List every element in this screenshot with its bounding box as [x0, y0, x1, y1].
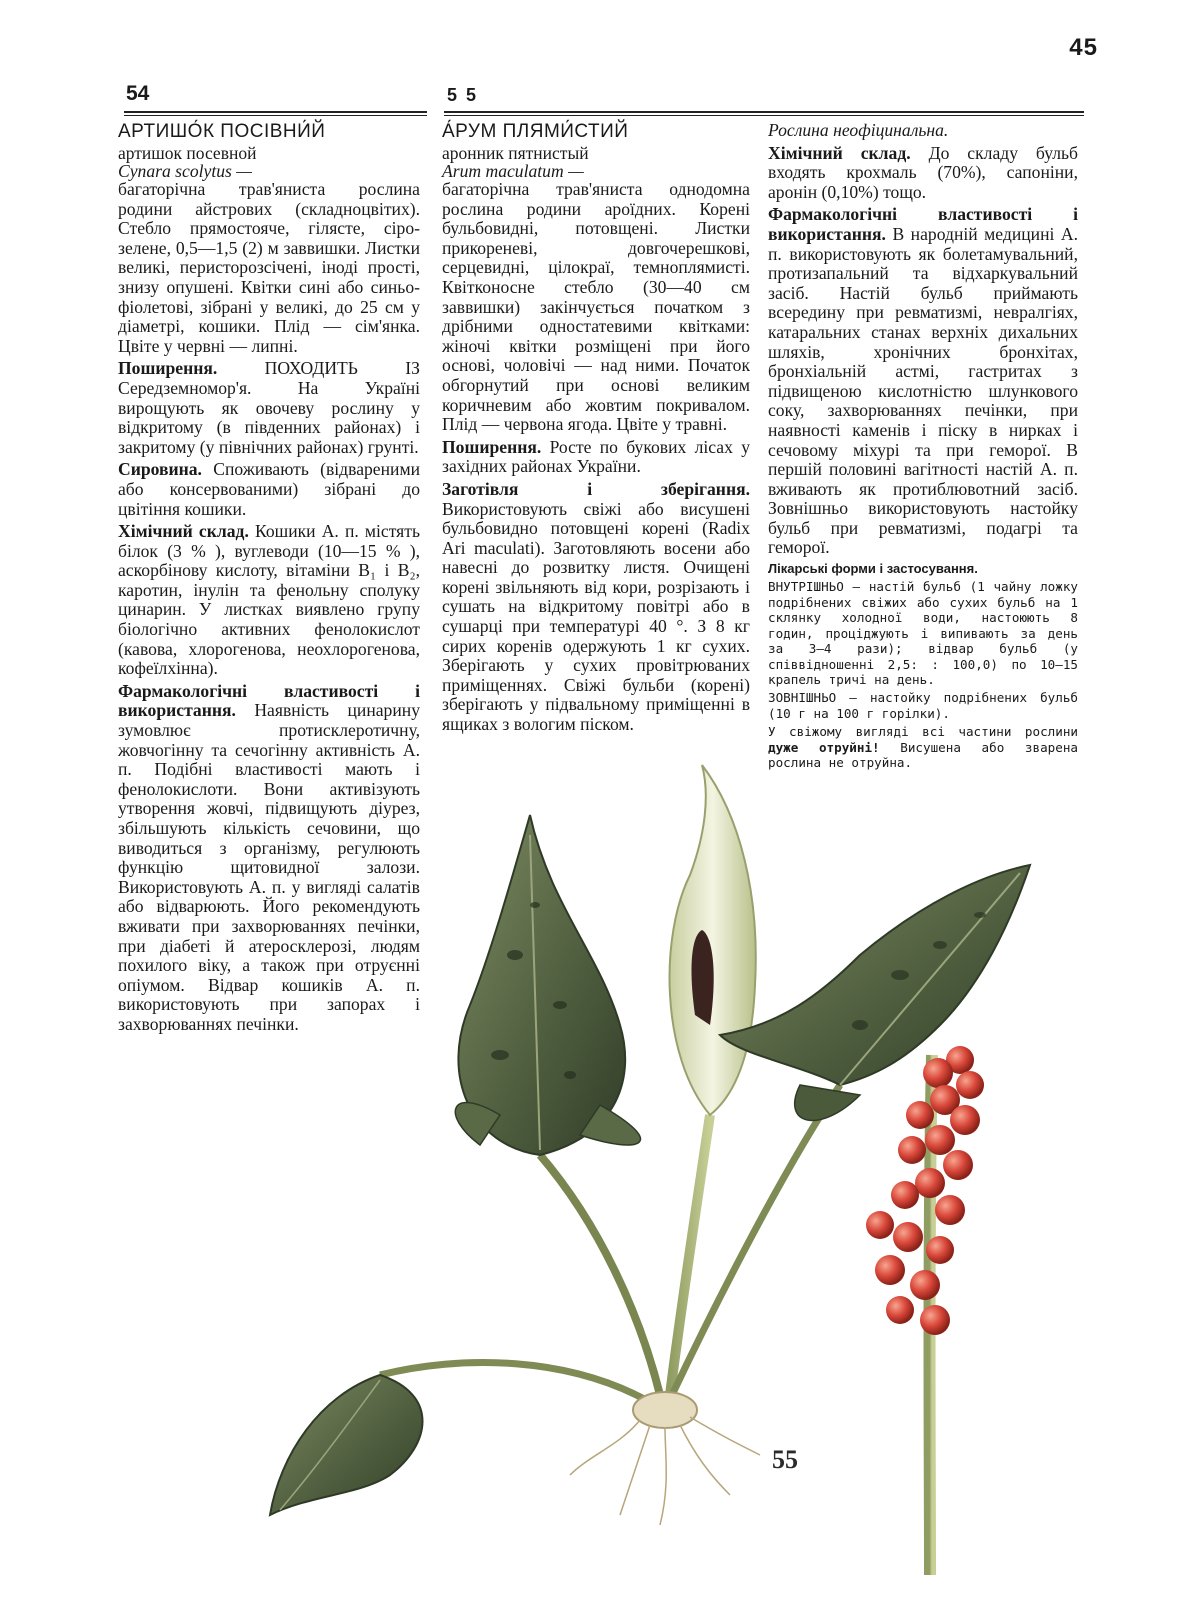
spathe [670, 765, 756, 1115]
section-spread: Поширення. Росте по букових лісах у західних районах України. [442, 436, 750, 477]
berry [915, 1168, 945, 1198]
latin-name: Cynara scolytus — [118, 161, 252, 181]
russian-name: артишок посевной [118, 143, 257, 163]
tuber [633, 1392, 697, 1428]
section-chemistry: Хімічний склад. Кошики А. п. містять білок (3 % ), вуглеводи (10—15 % ), аскорбінову кислоту, вітаміни В₁ і В₂, каротин, інулін та фенольну сполуку цинарин. У листках виявлено групу біологічно активних фенолокислот (кавова, хлорогенова, неохлорогенова, кофеїлхінна). [118, 521, 420, 679]
external-use: ЗОВНІШНЬО — настойку подрібнених бульб (10 г на 100 г горілки). [768, 690, 1079, 721]
leaf-stem [672, 1085, 840, 1395]
berry [886, 1296, 914, 1324]
dosage-forms-heading: Лікарські форми і застосування. [768, 561, 978, 577]
arrow-leaf [720, 865, 1030, 1085]
header-rule-left [124, 111, 427, 116]
berry [898, 1136, 926, 1164]
section-spread: Поширення. ПОХОДИТЬ ІЗ Середземномор'я. На Україні вирощують як овочеву рослину у відкритому (в південних районах) і закритому (у північних районах) грунті. [118, 358, 420, 457]
column-article-55-continued [768, 121, 1078, 773]
berry [920, 1305, 950, 1335]
description: багаторічна трав'яниста рослина родини айстрових (складноцвітих). Стебло прямостояче, гілясте, сіро-зелене, 0,5—1,5 (2) м заввишки. Листки великі, перисторозсічені, іноді прості, знизу опушені. Квітки сині або синьо-фіолетові, зібрані у великі, до 25 см у діаметрі, кошики. Плід — сім'янка. Цвіте у червні — липні. [118, 179, 420, 356]
berry [956, 1071, 984, 1099]
column-article-55 [442, 121, 750, 738]
article-number-54: 54 [126, 82, 150, 105]
berry [910, 1270, 940, 1300]
berry [891, 1181, 919, 1209]
berry [926, 1236, 954, 1264]
section-pharmacology: Фармакологічні властивості і використання. Наявність цинарину зумовлює протисклеротичну, жовчогінну та сечогінну активність А. п. Подібні властивості мають і фенолокислоти. Вони активізують утворення жовчі, підвищують діурез, збільшують кількість сечовини, що виводиться з організму, регулюють функцію щитовидної залози. Використовують А. п. у вигляді салатів або відварюють. Його рекомендують вживати при захворюваннях печінки, при діабеті й атеросклерозі, людям похилого віку, а також при отруєнні опіумом. Відвар кошиків А. п. використовують при запорах і захворюваннях печінки. [118, 680, 420, 1034]
leaf-stem [380, 1363, 655, 1405]
poison-warning: У свіжому вигляді всі частини рослини дуже отруйні! Висушена або зварена рослина не отруйна. [768, 724, 1078, 770]
nonofficial-note: Рослина неофіцинальна. [768, 120, 949, 140]
section-raw: Сировина. Споживають (відвареними або консервованими) зібрані до цвітіння кошики. [118, 459, 420, 519]
roots [570, 1417, 760, 1525]
berry [866, 1211, 894, 1239]
berry [923, 1058, 953, 1088]
berry [906, 1101, 934, 1129]
internal-use: ВНУТРІШНЬО — настій бульб (1 чайну ложку подрібнених свіжих або сухих бульб на 1 склянку холодної води, настоюють 8 годин, проціджують і випивають за день за 3—4 рази); відвар бульб (у співвідношенні 2,5: : 100,0) по 10—15 крапель тричі на день. [768, 579, 1078, 687]
berry [925, 1125, 955, 1155]
russian-name: аронник пятнистый [442, 143, 589, 163]
page-number: 45 [1069, 34, 1098, 61]
leaf-lobe [795, 1085, 860, 1120]
article-title: АРТИШО́К ПОСІВНИ́Й [118, 121, 326, 142]
berry [875, 1255, 905, 1285]
description: багаторічна трав'яниста однодомна рослина родини ароїдних. Корені бульбовидні, потовщені. Листки прикореневі, довгочерешкові, серцевидні, цілокраї, темноплямисті. Квітконосне стебло (30—40 см заввишки) закінчується початком з дрібними одностатевими квітками: жіночі квітки розміщені при його основі, чоловічі — над ними. Початок обгорнутий при основі великим коричневим або жовтим покривалом. Плід — червона ягода. Цвіте у травні. [442, 179, 750, 435]
section-harvest: Заготівля і зберігання. Використовують свіжі або висушені бульбовидно потовщені корені (Radix Ari maculati). Заготовляють восени або навесні до розвитку листя. Очищені корені звільняють від кори, розрізають і сушать на відкритому повітрі або в сушарці при температурі 40 °. З 8 кг сирих коренів одержують 1 кг сухих. Зберігають у сухих провітрюваних приміщеннях. Свіжі бульби (корені) зберігають у підвальному приміщенні в ящиках з вологим піском. [442, 478, 750, 735]
berry [943, 1150, 973, 1180]
header-rule-right [444, 111, 1084, 116]
article-number-55: 5 5 [447, 85, 479, 105]
berry [893, 1222, 923, 1252]
arrow-leaf [458, 815, 625, 1155]
latin-name: Arum maculatum — [442, 161, 584, 181]
figure-number: 55 [772, 1445, 798, 1474]
dosage-forms [768, 561, 1078, 770]
article-title: А́РУМ ПЛЯМИ́СТИЙ [442, 121, 629, 142]
berry [935, 1195, 965, 1225]
berry [950, 1105, 980, 1135]
berry-cluster [866, 1046, 984, 1335]
section-pharmacology: Фармакологічні властивості і використання. В народній медицині А. п. використовують як болетамувальний, протизапальний та відхаркувальний засіб. Настій бульб приймають всередину при ревматизмі, невралгіях, катаральних станах верхніх дихальних шляхів, хронічних бронхітах, бронхіальній астмі, гастритах з підвищеною кислотністю шлункового соку, захворюваннях печінки, при наявності каменів і піску в нирках і сечовому міхурі та при геморої. В першій половині вагітності настій А. п. вживають як протиблювотний засіб. Зовнішньо використовують настойку бульб при ревматизмі, подагрі та геморої. [768, 204, 1078, 558]
arum-illustration [240, 755, 1090, 1575]
leaf-stem [540, 1155, 660, 1395]
section-chemistry: Хімічний склад. До складу бульб входять крохмаль (70%), сапоніни, аронін (0,10%) тощо. [768, 142, 1078, 202]
